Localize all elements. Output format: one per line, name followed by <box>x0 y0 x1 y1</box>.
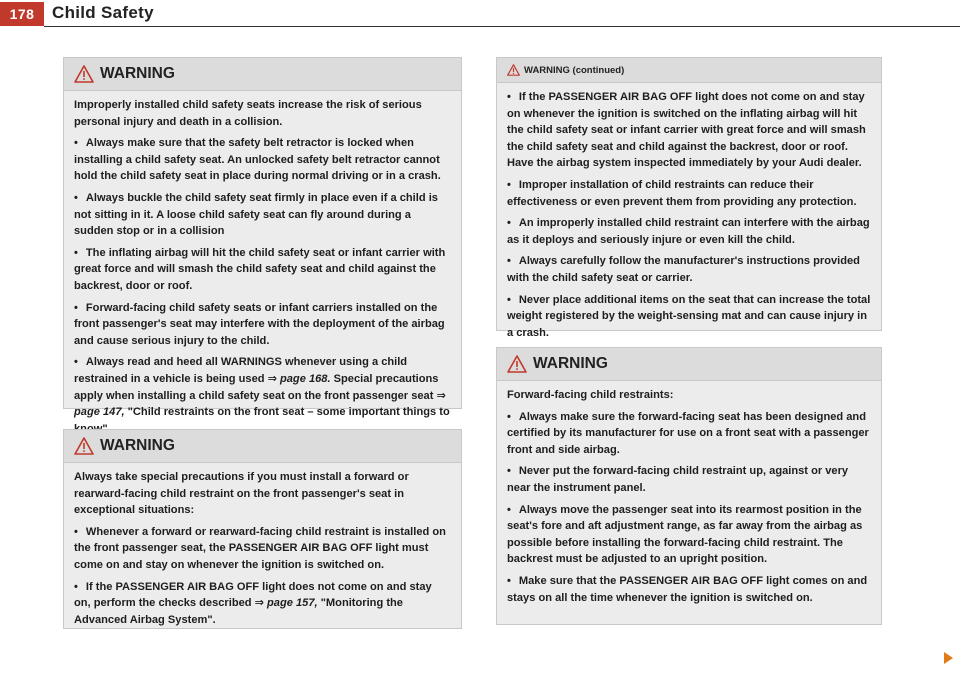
warning-triangle-icon <box>507 355 527 373</box>
warning-triangle-icon <box>74 65 94 83</box>
warning-bullet: • Never put the forward-facing child restraint up, against or very near the instrument panel. <box>507 463 871 496</box>
warning-bullet: • Always make sure that the safety belt retractor is locked when installing a child safety seat. An unlocked safety belt retractor cannot hold the child safety seat in place during normal driving or in a crash. <box>74 135 451 185</box>
warning-bullet: • Whenever a forward or rearward-facing child restraint is installed on the front passenger seat, the PASSENGER AIR BAG OFF light must come on and stay on whenever the ignition is switched on. <box>74 524 451 574</box>
bullet-text: "Child restraints on the front seat – some important things to <box>127 406 450 419</box>
page-reference-link[interactable]: ⇒ page 168. <box>267 372 331 385</box>
warning-box-1 <box>63 57 462 419</box>
bullet-text: Always read and heed all WARNINGS whenever using a child restrained in a vehicle is being used <box>74 356 408 385</box>
warning-triangle-icon <box>507 64 520 76</box>
warning-box-3 <box>496 57 882 339</box>
page-number: 178 <box>0 2 44 26</box>
warning-triangle-icon <box>74 437 94 455</box>
warning-bullet: • Improper installation of child restraints can reduce their effectiveness or even prevent them from providing any protection. <box>507 177 871 210</box>
warning-label: WARNING <box>533 355 608 372</box>
warning-bullet: • Always move the passenger seat into its rearmost position in the seat's fore and aft adjustment range, as far away from the airbag as possible before installing the forward-facing child restraint. The backrest must be adjusted to an upright position. <box>507 502 871 568</box>
page-title: Child Safety <box>52 3 154 22</box>
warning-header <box>497 58 881 83</box>
warning-body <box>64 91 461 443</box>
warning-bullet: • If the PASSENGER AIR BAG OFF light does not come on and stay on whenever the ignition is switched on the inflating airbag will hit the child safety seat or infant carrier with great force and will smash the child safety seat and child against the backrest, door or roof. Have the airbag system inspected immediately by your Audi dealer. <box>507 89 871 172</box>
warning-bullet: • The inflating airbag will hit the child safety seat or infant carrier with great force and will smash the child safety seat and child against the backrest, door or roof. <box>74 245 451 295</box>
warning-label: WARNING (continued) <box>524 64 625 76</box>
warning-header <box>497 348 881 381</box>
warning-intro: Forward-facing child restraints: <box>507 389 674 401</box>
warning-body <box>497 381 881 612</box>
warning-bullet: • Forward-facing child safety seats or infant carriers installed on the front passenger's seat may interfere with the deployment of the airbag and cause serious injury to the child. <box>74 300 451 350</box>
warning-intro: Always take special precautions if you must install a forward or rearward-facing child restraint on the front passenger's seat in exceptional situations: <box>74 471 409 517</box>
warning-bullet: • An improperly installed child restraint can interfere with the airbag as it deploys and seriously injure or even kill the child. <box>507 215 871 248</box>
continue-arrow-icon <box>944 652 953 664</box>
warning-header <box>64 58 461 91</box>
warning-box-2 <box>63 429 462 629</box>
warning-body <box>497 83 881 347</box>
warning-header <box>64 430 461 463</box>
warning-box-4 <box>496 347 882 625</box>
warning-bullet: • Always make sure the forward-facing seat has been designed and certified by its manufacturer for use on a front seat with a passenger front and side airbag. <box>507 409 871 459</box>
warning-label: WARNING <box>100 437 175 454</box>
warning-bullet <box>74 579 451 629</box>
warning-bullet: • Never place additional items on the seat that can increase the total weight registered by the weight-sensing mat and can cause injury in a crash. <box>507 292 871 342</box>
warning-bullet: • Always carefully follow the manufacturer's instructions provided with the child safety seat or carrier. <box>507 253 871 286</box>
header-rule <box>44 26 960 27</box>
bullet-text: "Monitoring the Advanced Airbag System". <box>74 597 403 626</box>
warning-bullet: • Always buckle the child safety seat firmly in place even if a child is not sitting in it. A loose child safety seat can fly around during a sudden stop or in a collision <box>74 190 451 240</box>
page-reference-link[interactable]: ⇒ page 147, <box>74 389 446 419</box>
bullet-text: If the PASSENGER AIR BAG OFF light does not come on and stay on, perform the checks described <box>74 580 432 610</box>
warning-intro: Improperly installed child safety seats increase the risk of serious personal injury and death in a collision. <box>74 99 422 128</box>
warning-body <box>64 463 461 634</box>
page-header <box>0 0 960 30</box>
page-reference-link[interactable]: ⇒ page 157, <box>254 597 318 610</box>
warning-bullet <box>74 354 451 437</box>
warning-bullet: • Make sure that the PASSENGER AIR BAG OFF light comes on and stays on all the time whenever the ignition is switched on. <box>507 573 871 606</box>
bullet-text: Special precautions apply when installing a child safety seat on the front passenger seat <box>74 372 439 402</box>
warning-label: WARNING <box>100 65 175 82</box>
